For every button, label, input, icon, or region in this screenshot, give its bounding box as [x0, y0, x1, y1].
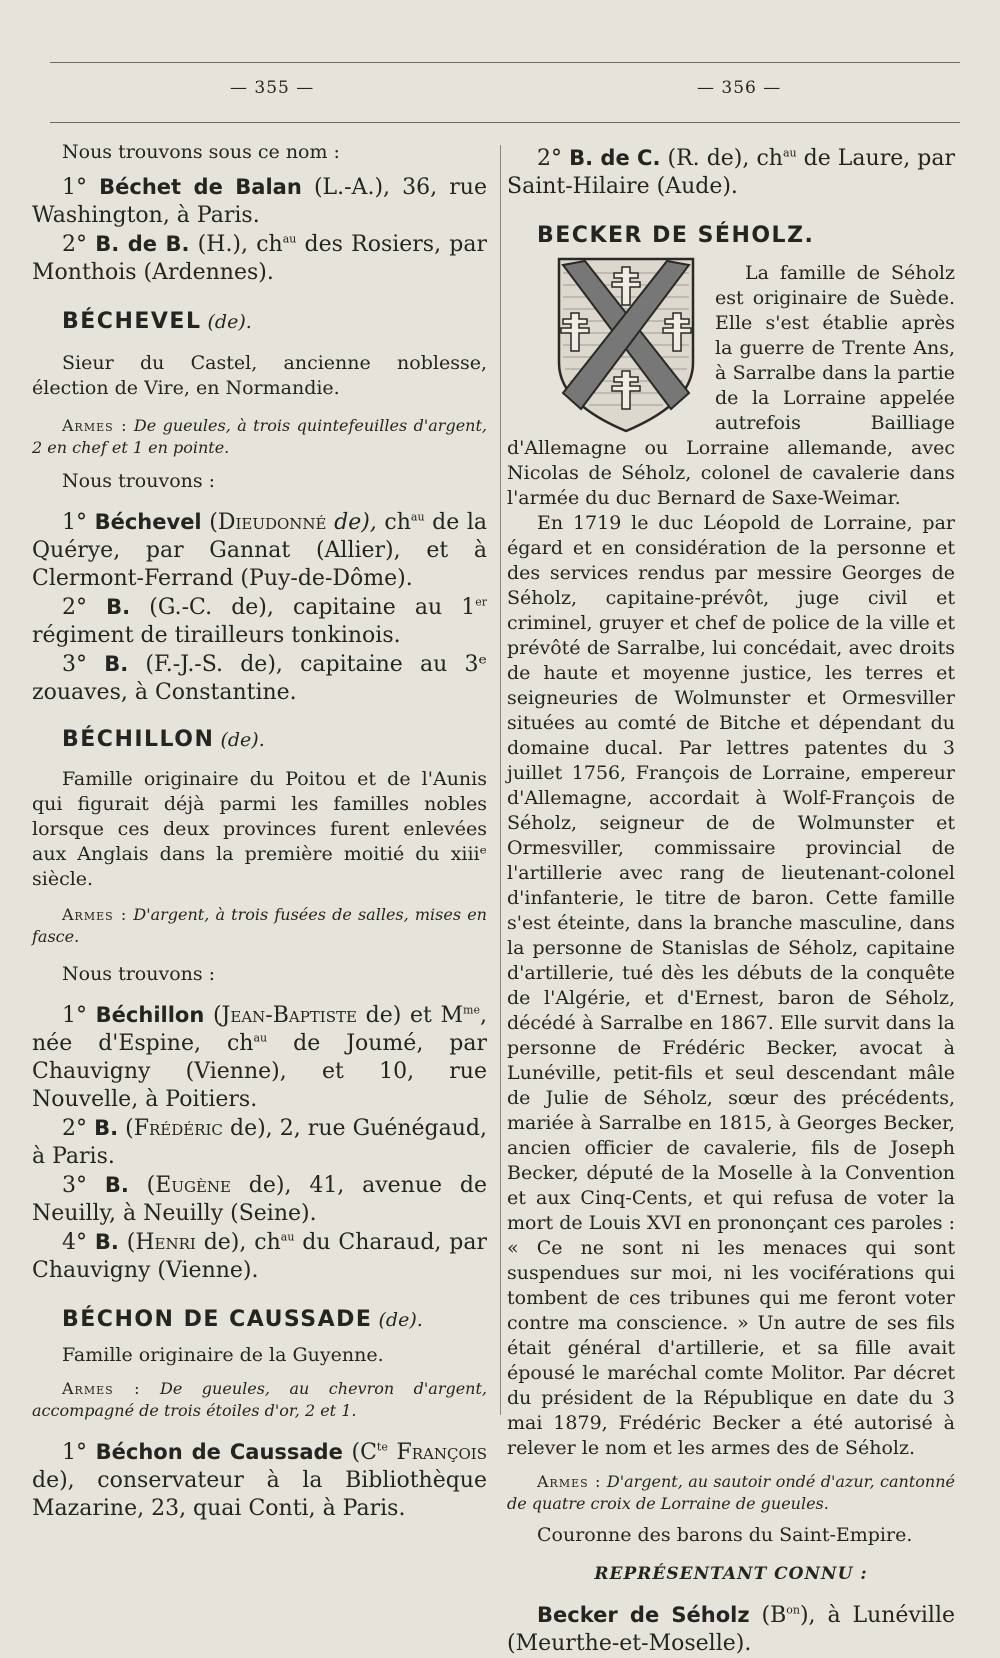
- right-column: [507, 138, 955, 1658]
- becker-history: La famille de Séholz est originaire de Suède. Elle s'est établie après la guerre de Trente Ans, à Sarralbe dans la partie de la Lorraine appelée autrefois Bailliage d'Allemagne ou Lorraine allemande, avec Nicolas de Séholz, colonel de cavalerie dans l'armée du duc Bernard de Saxe-Weimar.: [507, 262, 955, 509]
- bechevel-desc: Sieur du Castel, ancienne noblesse, élection de Vire, en Normandie.: [32, 352, 487, 399]
- particle: de),: [334, 510, 377, 535]
- family-heading: BÉCHON DE CAUSSADE: [62, 1307, 373, 1332]
- entry-bechet-1: [32, 173, 487, 230]
- superscript: au: [280, 1230, 295, 1244]
- given-name: (Henri: [126, 1230, 196, 1255]
- arms-text: De gueules, au chevron d'argent, accompagné de trois étoiles d'or, 2 et 1.: [32, 1379, 487, 1420]
- becker-arms: [507, 1471, 955, 1515]
- entry-bechillon-3: [32, 1171, 487, 1228]
- entry-detail: , née d'Espine, ch: [32, 1003, 487, 1056]
- entry-detail: de) et M: [356, 1003, 464, 1028]
- heading-bechevel: [32, 309, 487, 335]
- page-number-right: — 356 —: [697, 78, 782, 98]
- entry-number: 2°: [62, 595, 87, 620]
- particle: (de).: [207, 311, 252, 333]
- bechillon-arms: [32, 904, 487, 948]
- entry-name: B. de B.: [95, 232, 190, 256]
- entry-detail: (C: [351, 1440, 377, 1465]
- entry-name: B.: [106, 595, 131, 619]
- entry-name: Béchevel: [94, 510, 202, 534]
- arms-text: De gueules, à trois quintefeuilles d'argent, 2 en chef et 1 en pointe.: [32, 416, 487, 457]
- entry-name: Béchon de Caussade: [95, 1440, 343, 1464]
- representative-heading: REPRÉSENTANT CONNU :: [594, 1564, 868, 1584]
- entry-name: B. de C.: [569, 146, 661, 170]
- entry-detail: (B: [761, 1603, 787, 1628]
- superscript: on: [786, 1603, 800, 1617]
- superscript: au: [282, 232, 297, 246]
- entry-detail: (F.-J.-S. de), capitaine au 3ᵉ zouaves, à Constantine.: [32, 652, 487, 705]
- entry-number: 1°: [62, 510, 87, 535]
- heading-bechon: [32, 1307, 487, 1333]
- entry-detail: ch: [376, 510, 411, 535]
- entry-number: 2°: [62, 1116, 87, 1141]
- superscript: me: [463, 1003, 480, 1017]
- column-divider: [500, 145, 501, 1415]
- entry-bechillon-4: [32, 1228, 487, 1285]
- entry-number: 4°: [62, 1230, 87, 1255]
- bechillon-found: Nous trouvons :: [62, 963, 216, 985]
- entry-number: 1°: [62, 1003, 87, 1028]
- entry-number: 1°: [62, 1440, 87, 1465]
- particle: (de).: [378, 1309, 423, 1331]
- arms-label: Armes :: [62, 416, 128, 435]
- entry-name: B.: [104, 652, 129, 676]
- given-name: François: [387, 1440, 487, 1465]
- page-number-left: — 355 —: [230, 78, 315, 98]
- entry-bechet-2: [32, 230, 487, 287]
- bechevel-found: Nous trouvons :: [62, 470, 216, 492]
- entry-becker-representative: [507, 1601, 955, 1658]
- entry-detail: (H.), ch: [197, 232, 283, 257]
- arms-text: D'argent, au sautoir ondé d'azur, cantonné de quatre croix de Lorraine de gueules.: [507, 1472, 955, 1513]
- entry-detail: (R. de), ch: [667, 146, 783, 171]
- entry-name: Béchet de Balan: [99, 175, 302, 199]
- entry-number: 3°: [62, 1173, 87, 1198]
- left-column: [32, 138, 487, 1523]
- superscript: au: [253, 1031, 268, 1045]
- entry-number: 1°: [62, 175, 87, 200]
- heading-bechillon: [32, 727, 487, 753]
- entry-bechon-1: [32, 1438, 487, 1523]
- superscript: er: [475, 595, 488, 609]
- entry-number: 2°: [537, 146, 562, 171]
- arms-label: Armes :: [62, 905, 128, 924]
- entry-name: B.: [104, 1173, 129, 1197]
- superscript: au: [782, 146, 797, 160]
- entry-bechillon-1: [32, 1001, 487, 1114]
- family-heading: BÉCHEVEL: [62, 309, 202, 334]
- entry-bdec: [507, 144, 955, 201]
- entry-detail: de), conservateur à la Bibliothèque Mazarine, 23, quai Conti, à Paris.: [32, 1468, 487, 1521]
- arms-text: D'argent, à trois fusées de salles, mises en fasce.: [32, 905, 487, 946]
- entry-detail: de), 2, rue Guénégaud, à Paris.: [32, 1116, 487, 1169]
- header-rule: [50, 122, 960, 123]
- entry-detail: de Joumé, par Chauvigny (Vienne), et 10, rue Nouvelle, à Poitiers.: [32, 1031, 488, 1112]
- entry-number: 2°: [62, 232, 87, 257]
- entry-bechevel-2: [32, 593, 487, 650]
- bechevel-arms: [32, 415, 487, 459]
- entry-detail: ), à Lunéville (Meurthe-et-Moselle).: [507, 1603, 955, 1656]
- bechon-desc: Famille originaire de la Guyenne.: [62, 1344, 384, 1366]
- becker-crown: Couronne des barons du Saint-Empire.: [537, 1524, 913, 1546]
- entry-detail: de), ch: [195, 1230, 281, 1255]
- family-heading: BECKER DE SÉHOLZ.: [537, 223, 815, 248]
- entry-detail: du Charaud, par Chauvigny (Vienne).: [32, 1230, 488, 1283]
- entry-detail: de), 41, avenue de Neuilly, à Neuilly (Seine).: [32, 1173, 487, 1226]
- bechillon-desc: Famille originaire du Poitou et de l'Aunis qui figurait déjà parmi les familles nobles lorsque ces deux provinces furent enlevées aux Anglais dans la première moitié du xiiiᵉ siècle.: [32, 768, 487, 890]
- arms-label: Armes :: [537, 1472, 602, 1491]
- superscript: au: [410, 510, 425, 524]
- given-name: (Jean-Baptiste: [212, 1003, 357, 1028]
- entry-name: Béchillon: [95, 1003, 205, 1027]
- entry-name: B.: [94, 1116, 119, 1140]
- given-name: (Eugène: [146, 1173, 231, 1198]
- intro-text: Nous trouvons sous ce nom :: [62, 141, 340, 163]
- entry-bechevel-1: [32, 508, 487, 593]
- entry-detail: régiment de tirailleurs tonkinois.: [32, 623, 401, 648]
- superscript: te: [376, 1440, 388, 1454]
- coat-of-arms-shield-icon: [551, 253, 701, 433]
- arms-label: Armes :: [62, 1379, 141, 1398]
- entry-name: Becker de Séholz: [537, 1603, 750, 1627]
- entry-detail: de Laure, par Saint-Hilaire (Aude).: [507, 146, 955, 199]
- given-name: (Frédéric: [125, 1116, 223, 1141]
- entry-bechillon-2: [32, 1114, 487, 1171]
- entry-detail: des Rosiers, par Monthois (Ardennes).: [32, 232, 487, 285]
- top-rule: [50, 62, 960, 63]
- heading-becker: [507, 223, 955, 249]
- bechon-arms: [32, 1378, 487, 1422]
- given-name: (Dieudonné: [209, 510, 327, 535]
- entry-detail: de la Quérye, par Gannat (Allier), et à Clermont-Ferrand (Puy-de-Dôme).: [32, 510, 488, 591]
- particle: (de).: [220, 729, 265, 751]
- becker-grants: En 1719 le duc Léopold de Lorraine, par égard et en considération de la personne et des services rendus par messire Georges de Séholz, capitaine-prévôt, juge civil et criminel, gruyer et chef de police de la ville et prévôté de Sarralbe, lui concédait, avec droits de haute et moyenne justice, les terres et seigneuries de Wolmunster et Ormesviller situées au comté de Bitche et dépendant du domaine ducal. Par lettres patentes du 3 juillet 1756, François de Lorraine, empereur d'Allemagne, accordait à Wolf-François de Séholz, seigneur de de Wolmunster et Ormesviller, commissaire provincial de l'artillerie avec rang de lieutenant-colonel d'infanterie, le titre de baron. Cette famille s'est éteinte, dans la branche masculine, dans la personne de Stanislas de Séholz, capitaine d'artillerie, tué dès les débuts de la conquête de l'Algérie, et d'Ernest, baron de Séholz, décédé à Sarralbe en 1867. Elle survit dans la personne de Frédéric Becker, avocat à Lunéville, petit-fils et seul descendant mâle de Julie de Séholz, sœur des précédents, mariée à Sarralbe en 1815, à Georges Becker, ancien officier de cavalerie, fils de Joseph Becker, député de la Moselle à la Convention et aux Cinq-Cents, et qui refusa de voter la mort de Louis XVI en prononçant ces paroles : « Ce ne sont ni les menaces qui sont suspendues sur moi, ni les vociférations qui tombent de ces tribunes qui me feront voter contre ma conscience. » Un autre de ses fils était général d'artillerie, et sa fille avait épousé le maréchal comte Molitor. Par décret du président de la République en date du 3 mai 1879, Frédéric Becker a été autorisé à relever le nom et les armes des de Séholz.: [507, 512, 955, 1459]
- entry-detail: (L.-A.), 36, rue Washington, à Paris.: [32, 175, 487, 228]
- entry-name: B.: [94, 1230, 119, 1254]
- entry-number: 3°: [62, 652, 87, 677]
- family-heading: BÉCHILLON: [62, 727, 215, 752]
- entry-bechevel-3: [32, 650, 487, 707]
- entry-detail: (G.-C. de), capitaine au 1: [149, 595, 476, 620]
